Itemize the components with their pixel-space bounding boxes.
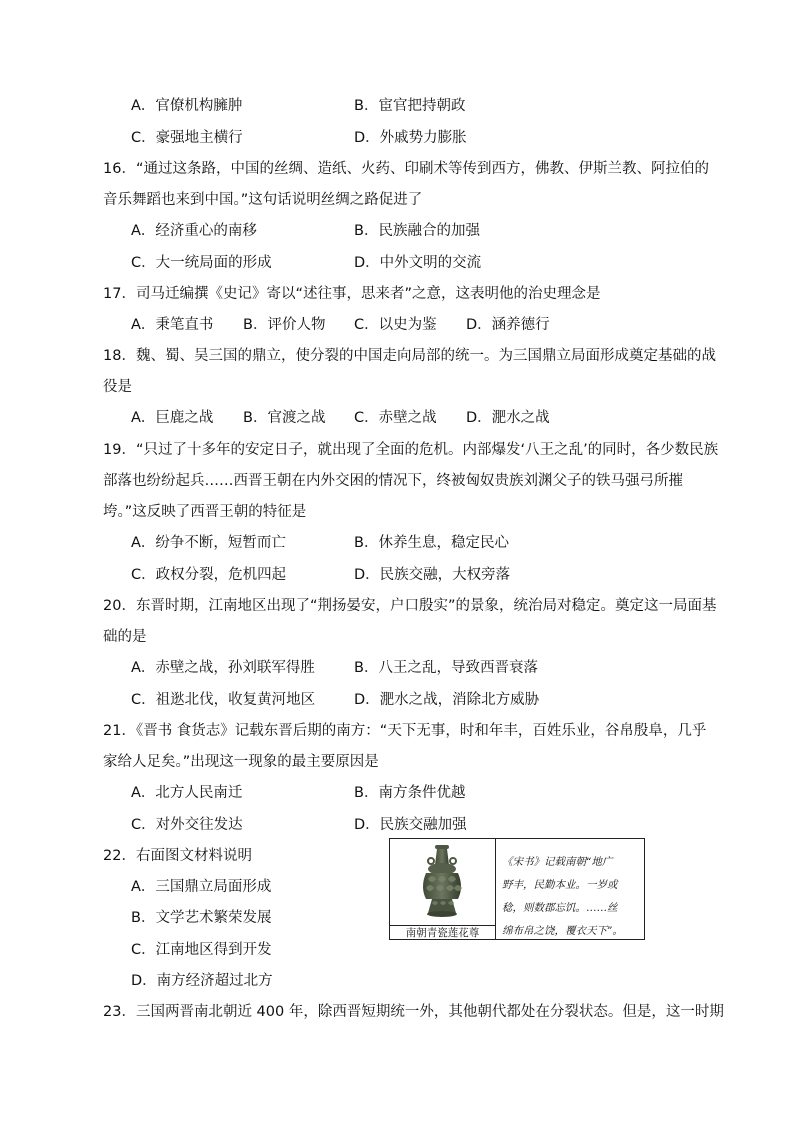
q18-option-d: D．淝水之战 — [466, 410, 550, 426]
q16-option-b: B．民族融合的加强 — [354, 223, 480, 239]
q16-option-c: C．大一统局面的形成 — [131, 255, 272, 271]
q18-option-c: C．赤壁之战 — [354, 410, 437, 426]
q19-option-b: B．休养生息，稳定民心 — [354, 535, 509, 551]
lotus-vase-image — [390, 839, 496, 925]
q18-option-a: A．巨鹿之战 — [131, 410, 214, 426]
q16-stem-line1: 16．“通过这条路，中国的丝绸、造纸、火药、印刷术等传到西方，佛教、伊斯兰教、阿拉伯的 — [103, 161, 709, 177]
q23-stem-line1: 23．三国两晋南北朝近 400 年，除西晋短期统一外，其他朝代都处在分裂状态。但是，这一时期 — [103, 1004, 724, 1020]
q21-stem-line2: 家给人足矣。”出现这一现象的最主要原因是 — [103, 754, 379, 770]
figure-caption: 南朝青瓷莲花尊 — [390, 925, 496, 940]
q16-option-d: D．中外文明的交流 — [354, 255, 482, 271]
q18-stem-line2: 役是 — [103, 379, 132, 395]
q20-option-d: D．淝水之战，消除北方威胁 — [354, 692, 540, 708]
q22-option-a: A．三国鼎立局面形成 — [131, 879, 272, 895]
q22-option-d: D．南方经济超过北方 — [131, 973, 273, 989]
q17-option-c: C．以史为鉴 — [354, 317, 437, 333]
figure-quote-line: 绵布帛之饶，覆衣天下”。 — [502, 925, 623, 937]
q22-figure — [389, 838, 645, 940]
q20-option-b: B．八王之乱，导致西晋衰落 — [354, 660, 538, 676]
figure-quote-line: 《宋书》记载南朝“地广 — [502, 856, 613, 868]
q21-option-c: C．对外交往发达 — [131, 817, 243, 833]
q15-option-a: A．官僚机构臃肿 — [131, 98, 243, 114]
q19-stem-line3: 垮。”这反映了西晋王朝的特征是 — [103, 504, 307, 520]
q22-option-b: B．文学艺术繁荣发展 — [131, 910, 272, 926]
q21-option-d: D．民族交融加强 — [354, 817, 467, 833]
q21-option-a: A．北方人民南迁 — [131, 785, 243, 801]
q20-option-c: C．祖逖北伐，收复黄河地区 — [131, 692, 316, 708]
q18-stem-line1: 18．魏、蜀、吴三国的鼎立，使分裂的中国走向局部的统一。为三国鼎立局面形成奠定基础的战 — [103, 348, 716, 364]
q20-stem-line2: 础的是 — [103, 629, 147, 645]
q22-option-c: C．江南地区得到开发 — [131, 942, 272, 958]
q15-option-b: B．宦官把持朝政 — [354, 98, 466, 114]
q22-stem: 22．右面图文材料说明 — [103, 848, 252, 864]
q17-stem: 17．司马迁编撰《史记》寄以“述往事，思来者”之意，这表明他的治史理念是 — [103, 286, 601, 302]
q15-option-d: D．外戚势力膨胀 — [354, 130, 467, 146]
q16-option-a: A．经济重心的南移 — [131, 223, 257, 239]
figure-quote-line: 野丰，民勤本业。一岁或 — [502, 879, 618, 891]
q21-stem-line1: 21．《晋书 食货志》记载东晋后期的南方：“天下无事，时和年丰，百姓乐业，谷帛殷阜，几乎 — [103, 723, 707, 739]
figure-quote-line: 稔，则数郡忘饥。……丝 — [502, 902, 618, 914]
q19-option-c: C．政权分裂，危机四起 — [131, 567, 287, 583]
q17-option-b: B．评价人物 — [243, 317, 326, 333]
q18-option-b: B．官渡之战 — [243, 410, 326, 426]
q19-stem-line1: 19．“只过了十多年的安定日子，就出现了全面的危机。内部爆发‘八王之乱’的同时，各少数民族 — [103, 442, 719, 458]
q17-option-a: A．秉笔直书 — [131, 317, 214, 333]
q21-option-b: B．南方条件优越 — [354, 785, 466, 801]
q20-option-a: A．赤壁之战，孙刘联军得胜 — [131, 660, 315, 676]
q19-stem-line2: 部落也纷纷起兵……西晋王朝在内外交困的情况下，终被匈奴贵族刘渊父子的铁马强弓所摧 — [103, 473, 683, 489]
q16-stem-line2: 音乐舞蹈也来到中国。”这句话说明丝绸之路促进了 — [103, 192, 423, 208]
q20-stem-line1: 20．东晋时期，江南地区出现了“荆扬晏安，户口殷实”的景象，统治局对稳定。奠定这一局面基 — [103, 598, 717, 614]
q19-option-d: D．民族交融，大权旁落 — [354, 567, 511, 583]
q19-option-a: A．纷争不断，短暂而亡 — [131, 535, 286, 551]
figure-quote — [502, 851, 640, 943]
celadon-lotus-vase-icon — [390, 839, 494, 924]
q17-option-d: D．涵养德行 — [466, 317, 550, 333]
q15-option-c: C．豪强地主横行 — [131, 130, 243, 146]
